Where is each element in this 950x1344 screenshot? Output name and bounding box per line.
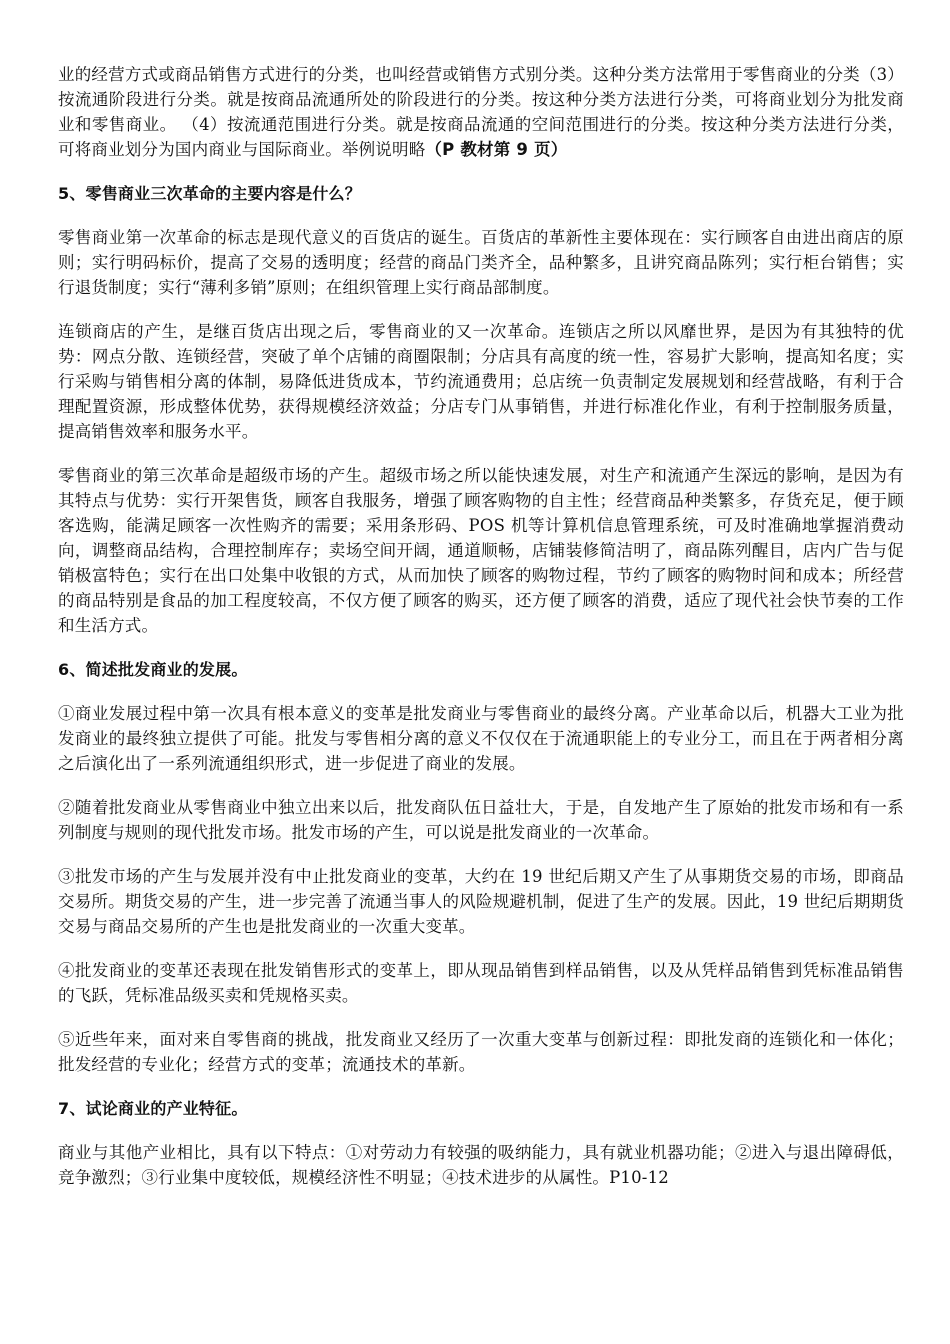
q5-paragraph-3: 零售商业的第三次革命是超级市场的产生。超级市场之所以能快速发展，对生产和流通产生深远的影响，是因为有其特点与优势：实行开架售货，顾客自我服务，增强了顾客购物的自主性；经营商品种类繁多，存货充足，便于顾客选购，能满足顾客一次性购齐的需要；采用条形码、POS 机等计算机信息管理系统，可及时准确地掌握消费动向，调整商品结构，合理控制库存；卖场空间开阔，通道顺畅，店铺装修简洁明了，商品陈列醒目，店内广告与促销极富特色；实行在出口处集中收银的方式，从而加快了顾客的购物过程，节约了顾客的购物时间和成本；所经营的商品特别是食品的加工程度较高，不仅方便了顾客的购买，还方便了顾客的消费，适应了现代社会快节奏的工作和生活方式。 bbox=[58, 466, 904, 635]
q6-paragraph-2: ②随着批发商业从零售商业中独立出来以后，批发商队伍日益壮大，于是，自发地产生了原始的批发市场和有一系列制度与规则的现代批发市场。批发市场的产生，可以说是批发商业的一次革命。 bbox=[58, 798, 904, 842]
q6-paragraph-3: ③批发市场的产生与发展并没有中止批发商业的变革，大约在 19 世纪后期又产生了从事期货交易的市场，即商品交易所。期货交易的产生，进一步完善了流通当事人的风险规避机制，促进了生产的发展。因此，19 世纪后期期货交易与商品交易所的产生也是批发商业的一次重大变革。 bbox=[58, 867, 904, 936]
q6-paragraph-5: ⑤近些年来，面对来自零售商的挑战，批发商业又经历了一次重大变革与创新过程：即批发商的连锁化和一体化；批发经营的专业化；经营方式的变革；流通技术的革新。 bbox=[58, 1030, 904, 1074]
intro-paragraph bbox=[58, 62, 904, 162]
q7-paragraph-1: 商业与其他产业相比，具有以下特点：①对劳动力有较强的吸纳能力，具有就业机器功能；②进入与退出障碍低，竞争激烈；③行业集中度较低，规模经济性不明显；④技术进步的从属性。P10-12 bbox=[58, 1143, 904, 1187]
q6-paragraph-1: ①商业发展过程中第一次具有根本意义的变革是批发商业与零售商业的最终分离。产业革命以后，机器大工业为批发商业的最终独立提供了可能。批发与零售相分离的意义不仅仅在于流通职能上的专业分工，而且在于两者相分离之后演化出了一系列流通组织形式，进一步促进了商业的发展。 bbox=[58, 704, 904, 773]
document-page bbox=[58, 62, 904, 1209]
q5-paragraph-2: 连锁商店的产生，是继百货店出现之后，零售商业的又一次革命。连锁店之所以风靡世界，是因为有其独特的优势：网点分散、连锁经营，突破了单个店铺的商圈限制；分店具有高度的统一性，容易扩大影响，提高知名度；实行采购与销售相分离的体制，易降低进货成本，节约流通费用；总店统一负责制定发展规划和经营战略，有利于合理配置资源，形成整体优势，获得规模经济效益；分店专门从事销售，并进行标准化作业，有利于控制服务质量，提高销售效率和服务水平。 bbox=[58, 322, 904, 441]
q5-paragraph-1: 零售商业第一次革命的标志是现代意义的百货店的诞生。百货店的革新性主要体现在：实行顾客自由进出商店的原则；实行明码标价，提高了交易的透明度；经营的商品门类齐全，品种繁多，且讲究商品陈列；实行柜台销售；实行退货制度；实行“薄利多销”原则；在组织管理上实行商品部制度。 bbox=[58, 228, 904, 297]
q6-paragraph-4: ④批发商业的变革还表现在批发销售形式的变革上，即从现品销售到样品销售，以及从凭样品销售到凭标准品销售的飞跃，凭标准品级买卖和凭规格买卖。 bbox=[58, 961, 904, 1005]
question-6-heading: 6、简述批发商业的发展。 bbox=[58, 660, 248, 679]
intro-text: 业的经营方式或商品销售方式进行的分类，也叫经营或销售方式别分类。这种分类方法常用于零售商业的分类（3）按流通阶段进行分类。就是按商品流通所处的阶段进行的分类。按这种分类方法进行分类，可将商业划分为批发商业和零售商业。 （4）按流通范围进行分类。就是按商品流通的空间范围进行的分类。按这种分类方法进行分类，可将商业划分为国内商业与国际商业。举例说明略 bbox=[58, 65, 904, 159]
question-7-heading: 7、试论商业的产业特征。 bbox=[58, 1099, 248, 1118]
question-5-heading: 5、零售商业三次革命的主要内容是什么？ bbox=[58, 184, 361, 203]
intro-reference: （P 教材第 9 页） bbox=[425, 140, 568, 159]
